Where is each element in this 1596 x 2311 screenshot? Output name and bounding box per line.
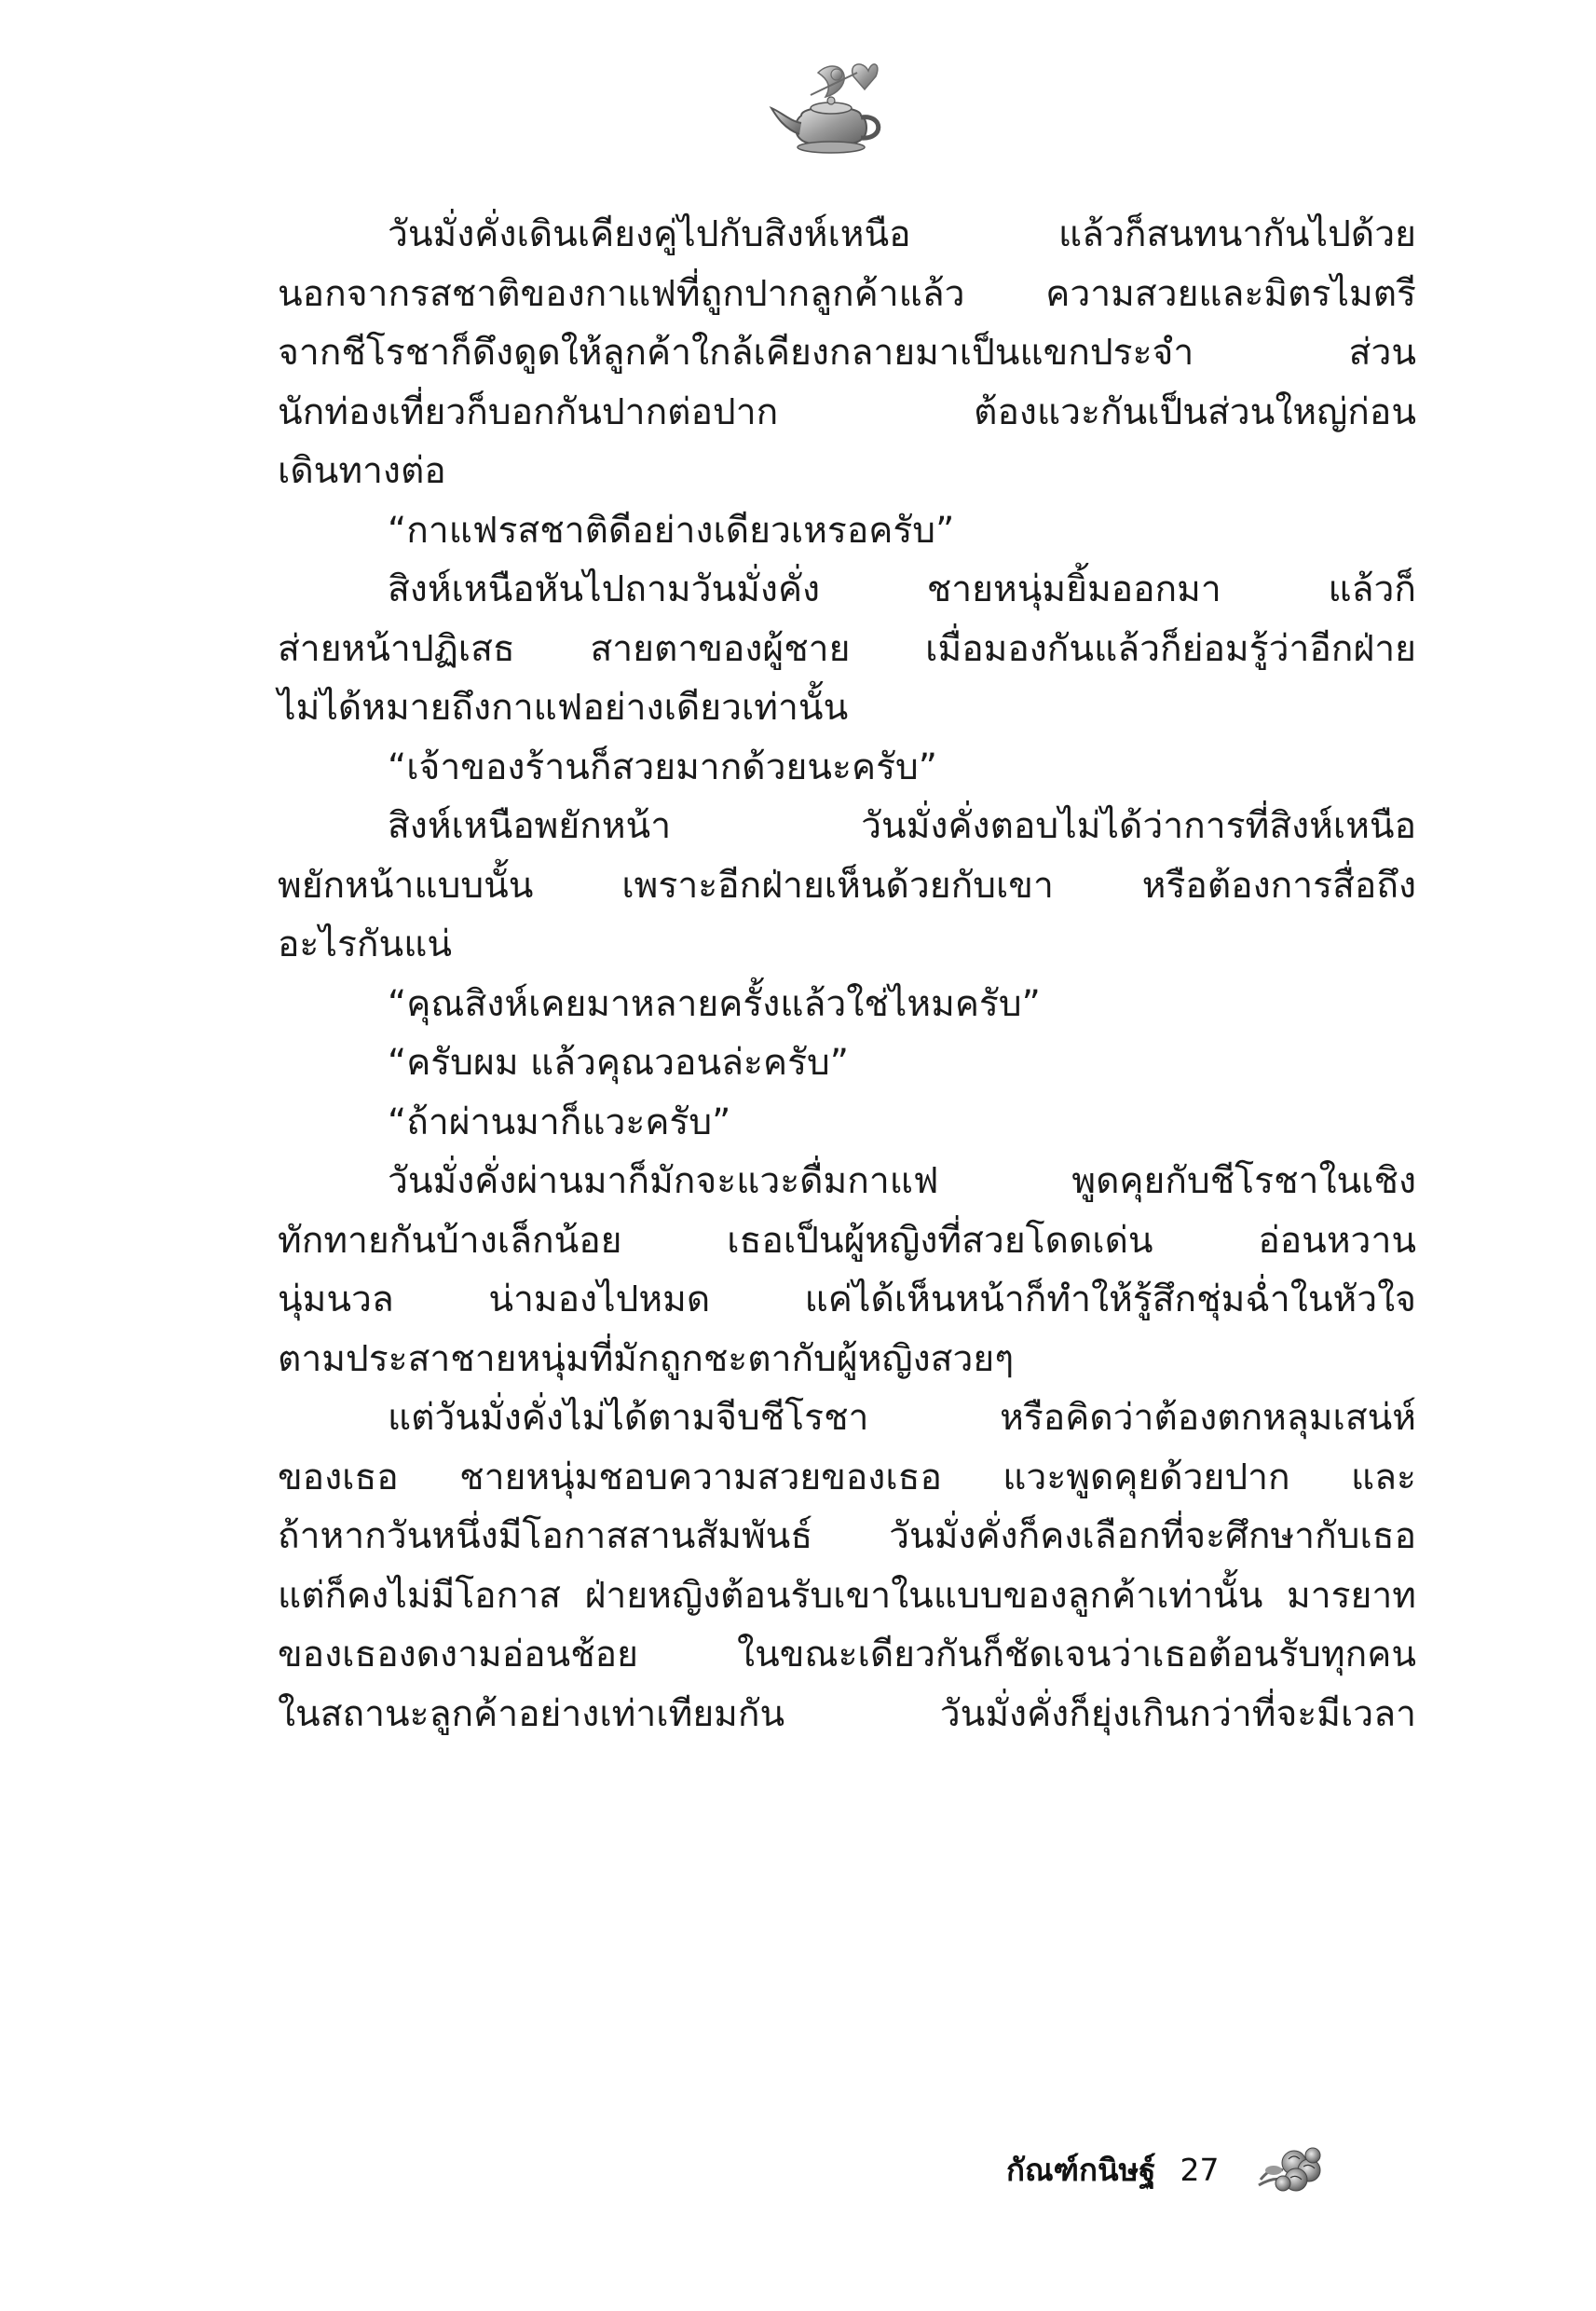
- text-line: แต่ก็คงไม่มีโอกาส ฝ่ายหญิงต้อนรับเขาในแบบของลูกค้าเท่านั้น มารยาท: [278, 1574, 1416, 1617]
- page-footer: [1006, 2141, 1328, 2197]
- text-line: “กาแฟรสชาติดีอย่างเดียวเหรอครับ”: [388, 509, 955, 552]
- text-line: จากชีโรชาก็ดึงดูดให้ลูกค้าใกล้เคียงกลายมาเป็นแขกประจำ ส่วน: [278, 332, 1416, 374]
- body-text: [278, 205, 1416, 1744]
- text-line: อะไรกันแน่: [278, 923, 453, 965]
- text-line: ในสถานะลูกค้าอย่างเท่าเทียมกัน วันมั่งคั่งก็ยุ่งเกินกว่าที่จะมีเวลา: [278, 1692, 1416, 1735]
- text-line: ไม่ได้หมายถึงกาแฟอย่างเดียวเท่านั้น: [278, 687, 849, 729]
- text-line: วันมั่งคั่งผ่านมาก็มักจะแวะดื่มกาแฟ พูดคุยกับชีโรชาในเชิง: [388, 1160, 1416, 1202]
- text-line: สิงห์เหนือหันไปถามวันมั่งคั่ง ชายหนุ่มยิ้มออกมา แล้วก็: [388, 568, 1416, 610]
- text-line: นักท่องเที่ยวก็บอกกันปากต่อปาก ต้องแวะกันเป็นส่วนใหญ่ก่อน: [278, 390, 1416, 433]
- text-line: ถ้าหากวันหนึ่งมีโอกาสสานสัมพันธ์ วันมั่งคั่งก็คงเลือกที่จะศึกษากับเธอ: [278, 1515, 1416, 1557]
- text-line: ทักทายกันบ้างเล็กน้อย เธอเป็นผู้หญิงที่สวยโดดเด่น อ่อนหวาน: [278, 1219, 1416, 1262]
- cupid-teapot-ornament-icon: [764, 54, 904, 161]
- text-line: ตามประสาชายหนุ่มที่มักถูกชะตากับผู้หญิงสวยๆ: [278, 1337, 1015, 1380]
- text-line: “ถ้าผ่านมาก็แวะครับ”: [388, 1101, 731, 1143]
- text-line: เดินทางต่อ: [278, 450, 446, 492]
- page-number: 27: [1180, 2151, 1220, 2188]
- text-line: ของเธอ ชายหนุ่มชอบความสวยของเธอ แวะพูดคุยด้วยปาก และ: [278, 1456, 1416, 1498]
- flower-bouquet-icon: [1255, 2142, 1328, 2196]
- text-line: “ครับผม แล้วคุณวอนล่ะครับ”: [388, 1042, 849, 1084]
- text-line: ของเธองดงามอ่อนช้อย ในขณะเดียวกันก็ชัดเจนว่าเธอต้อนรับทุกคน: [278, 1634, 1416, 1675]
- text-line: แต่วันมั่งคั่งไม่ได้ตามจีบชีโรชา หรือคิดว่าต้องตกหลุมเสน่ห์: [388, 1397, 1416, 1439]
- text-line: นอกจากรสชาติของกาแฟที่ถูกปากลูกค้าแล้ว ความสวยและมิตรไมตรี: [278, 272, 1416, 315]
- text-line: สิงห์เหนือพยักหน้า วันมั่งคั่งตอบไม่ได้ว่าการที่สิงห์เหนือ: [388, 805, 1416, 847]
- text-line: พยักหน้าแบบนั้น เพราะอีกฝ่ายเห็นด้วยกับเขา หรือต้องการสื่อถึง: [278, 864, 1416, 907]
- text-line: วันมั่งคั่งเดินเคียงคู่ไปกับสิงห์เหนือ แล้วก็สนทนากันไปด้วย: [388, 213, 1416, 255]
- text-line: นุ่มนวล น่ามองไปหมด แค่ได้เห็นหน้าก็ทำให้รู้สึกชุ่มฉ่ำในหัวใจ: [278, 1279, 1416, 1320]
- text-line: “คุณสิงห์เคยมาหลายครั้งแล้วใช่ไหมครับ”: [388, 982, 1041, 1025]
- text-line: “เจ้าของร้านก็สวยมากด้วยนะครับ”: [388, 745, 937, 788]
- text-line: ส่ายหน้าปฏิเสธ สายตาของผู้ชาย เมื่อมองกันแล้วก็ย่อมรู้ว่าอีกฝ่าย: [278, 627, 1416, 670]
- book-title: กัณฑ์กนิษฐ์: [1006, 2151, 1156, 2188]
